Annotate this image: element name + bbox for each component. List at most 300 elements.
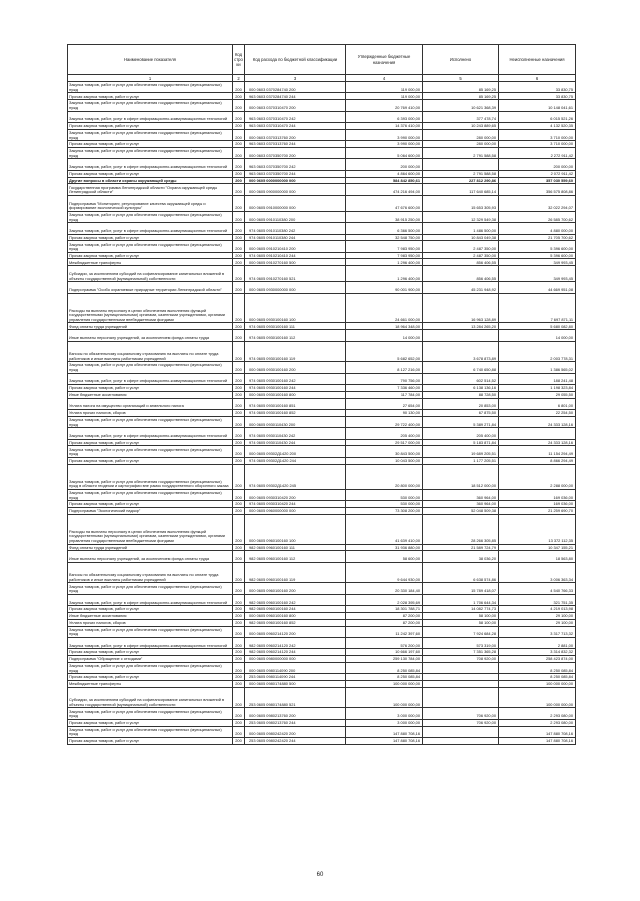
- row-unexecuted-cell: 10 347 155,21: [499, 544, 576, 551]
- row-unexecuted-cell: 5 396 600,00: [499, 241, 576, 252]
- row-approved-cell: 58 600,00: [346, 551, 423, 562]
- row-code-cell: 200: [233, 410, 245, 417]
- table-row: [68, 681, 576, 688]
- table-row: [68, 259, 576, 266]
- table-body: [68, 82, 576, 745]
- table-row: [68, 111, 576, 122]
- row-executed-cell: 280 000,00: [423, 141, 499, 148]
- row-classification-cell: 000 0603 0370350700 200: [245, 147, 346, 158]
- row-executed-cell: 6 740 650,88: [423, 362, 499, 373]
- row-executed-cell: 602 514,52: [423, 373, 499, 384]
- table-row: [68, 410, 576, 417]
- row-name-cell: Расходы на выплаты персоналу в целях обеспечения выполнения функций государственными (муниципальными) органами, казенными учреждениями, органами управления государственными внебюджетными фондами: [68, 514, 233, 544]
- row-code-cell: 200: [233, 341, 245, 362]
- row-classification-cell: 974 0605 0930100160 242: [245, 373, 346, 384]
- row-classification-cell: 982 0605 0960214120 244: [245, 649, 346, 656]
- row-unexecuted-cell: 3 006 363,34: [499, 562, 576, 583]
- table-row: [68, 656, 576, 663]
- row-unexecuted-cell: 188 241,48: [499, 373, 576, 384]
- row-approved-cell: 27 654,00: [346, 398, 423, 409]
- row-name-cell: Закупка товаров, работ и услуг для обеспечения государственных (муниципальных) нужд: [68, 129, 233, 140]
- row-unexecuted-cell: 3 314 832,32: [499, 649, 576, 656]
- table-row: [68, 391, 576, 398]
- row-approved-cell: 24 661 000,00: [346, 293, 423, 323]
- table-row: [68, 252, 576, 259]
- row-unexecuted-cell: 5 680 082,80: [499, 323, 576, 330]
- row-classification-cell: 974 0605 0930110430 242: [245, 428, 346, 439]
- row-executed-cell: 377 478,74: [423, 111, 499, 122]
- row-classification-cell: 963 0603 0370350700 244: [245, 170, 346, 177]
- row-approved-cell: 11 242 397,60: [346, 626, 423, 637]
- row-name-cell: Закупка товаров, работ, услуг в сфере информационно-коммуникационных технологий: [68, 223, 233, 234]
- row-classification-cell: 974 0605 0930100160 851: [245, 398, 346, 409]
- row-executed-cell: 856 406,55: [423, 266, 499, 282]
- row-approved-cell: 7 983 950,00: [346, 252, 423, 259]
- row-classification-cell: 000 0605 0960100160 200: [245, 583, 346, 594]
- row-unexecuted-cell: 321 751,35: [499, 594, 576, 605]
- table-row: [68, 341, 576, 362]
- row-classification-cell: 000 0605 0930110430 200: [245, 416, 346, 427]
- page-number: 60: [316, 872, 324, 878]
- row-approved-cell: 18 964 348,00: [346, 323, 423, 330]
- row-unexecuted-cell: 1 386 565,02: [499, 362, 576, 373]
- table-row: [68, 266, 576, 282]
- row-approved-cell: 584 842 850,61: [346, 177, 423, 184]
- row-name-cell: Закупка товаров, работ, услуг в сфере информационно-коммуникационных технологий: [68, 637, 233, 648]
- row-approved-cell: 147 880 708,16: [346, 726, 423, 737]
- table-row: [68, 606, 576, 613]
- row-classification-cell: 000 0605 0980242420 200: [245, 726, 346, 737]
- row-name-cell: Иные выплаты персоналу учреждений, за исключением фонда оплаты труда: [68, 330, 233, 341]
- table-row: [68, 416, 576, 427]
- header-executed: Исполнено: [423, 45, 499, 75]
- row-code-cell: 200: [233, 141, 245, 148]
- table-row: [68, 82, 576, 93]
- row-approved-cell: 47 676 600,00: [346, 195, 423, 211]
- row-executed-cell: [423, 159, 499, 170]
- row-approved-cell: 7 983 950,00: [346, 241, 423, 252]
- table-row: [68, 674, 576, 681]
- row-classification-cell: 000 0605 0930000000 000: [245, 282, 346, 293]
- table-row: [68, 612, 576, 619]
- row-classification-cell: 000 0605 0980114090 200: [245, 662, 346, 673]
- table-row: [68, 323, 576, 330]
- row-executed-cell: 2 487 350,00: [423, 252, 499, 259]
- row-classification-cell: 000 0605 0910000000 000: [245, 195, 346, 211]
- row-classification-cell: 982 0605 0960214120 242: [245, 637, 346, 648]
- table-row: [68, 446, 576, 457]
- row-executed-cell: 280 000,00: [423, 129, 499, 140]
- row-classification-cell: 000 0603 0370284740 200: [245, 82, 346, 93]
- row-name-cell: Межбюджетные трансферты: [68, 681, 233, 688]
- table-row: [68, 439, 576, 446]
- table-row: [68, 428, 576, 439]
- row-executed-cell: 706 920,00: [423, 719, 499, 726]
- row-executed-cell: [423, 738, 499, 745]
- row-unexecuted-cell: 14 000,00: [499, 330, 576, 341]
- row-name-cell: Закупка товаров, работ и услуг для обеспечения государственных (муниципальных) нужд: [68, 100, 233, 111]
- row-approved-cell: 474 216 494,00: [346, 184, 423, 195]
- column-number: 2: [233, 75, 245, 82]
- row-executed-cell: 15 653 305,93: [423, 195, 499, 211]
- row-classification-cell: 974 0605 0930100160 111: [245, 323, 346, 330]
- row-executed-cell: 117 640 685,14: [423, 184, 499, 195]
- row-code-cell: 200: [233, 122, 245, 129]
- row-classification-cell: 000 0605 0930310420 200: [245, 489, 346, 500]
- row-approved-cell: 576 200,00: [346, 637, 423, 648]
- row-code-cell: 200: [233, 82, 245, 93]
- row-approved-cell: 32 548 750,00: [346, 234, 423, 241]
- row-unexecuted-cell: 169 036,00: [499, 489, 576, 500]
- row-code-cell: 200: [233, 282, 245, 293]
- row-approved-cell: 790 756,00: [346, 373, 423, 384]
- row-approved-cell: 205 400,00: [346, 428, 423, 439]
- row-code-cell: 200: [233, 362, 245, 373]
- row-code-cell: 200: [233, 626, 245, 637]
- row-name-cell: Прочая закупка товаров, работ и услуг: [68, 234, 233, 241]
- row-approved-cell: 20 800 000,00: [346, 464, 423, 489]
- row-classification-cell: 974 0605 0930100160 852: [245, 410, 346, 417]
- row-name-cell: Закупка товаров, работ и услуг для обеспечения государственных (муниципальных) нужд: [68, 708, 233, 719]
- row-executed-cell: 88 728,50: [423, 391, 499, 398]
- row-code-cell: 200: [233, 606, 245, 613]
- row-code-cell: 200: [233, 726, 245, 737]
- row-classification-cell: 974 0605 0910110380 244: [245, 234, 346, 241]
- row-code-cell: 200: [233, 674, 245, 681]
- row-approved-cell: 87 200,00: [346, 612, 423, 619]
- row-unexecuted-cell: 24 333 128,16: [499, 439, 576, 446]
- row-executed-cell: 706 920,00: [423, 708, 499, 719]
- row-code-cell: 200: [233, 687, 245, 708]
- row-executed-cell: 10 243 889,65: [423, 122, 499, 129]
- row-name-cell: Прочая закупка товаров, работ и услуг: [68, 738, 233, 745]
- row-name-cell: Закупка товаров, работ и услуг для обеспечения государственных (муниципальных) нужд: [68, 662, 233, 673]
- row-unexecuted-cell: 8 250 085,84: [499, 662, 576, 673]
- row-unexecuted-cell: 1 198 323,84: [499, 385, 576, 392]
- column-number: 5: [423, 75, 499, 82]
- table-row: [68, 662, 576, 673]
- row-classification-cell: 253 0605 0980114090 244: [245, 674, 346, 681]
- row-executed-cell: 5 389 271,84: [423, 416, 499, 427]
- row-name-cell: Расходы на выплаты персоналу в целях обеспечения выполнения функций государственными (муниципальными) органами, казенными учреждениями, органами управления государственными внебюджетными фондами: [68, 293, 233, 323]
- row-executed-cell: 2 487 350,00: [423, 241, 499, 252]
- table-row: [68, 195, 576, 211]
- table-row: [68, 211, 576, 222]
- row-approved-cell: 6 366 500,00: [346, 223, 423, 234]
- row-classification-cell: 963 0603 0370313760 244: [245, 141, 346, 148]
- row-approved-cell: 3 000 000,00: [346, 708, 423, 719]
- table-row: [68, 147, 576, 158]
- row-executed-cell: 205 400,00: [423, 428, 499, 439]
- row-approved-cell: 6 393 000,00: [346, 111, 423, 122]
- row-approved-cell: 147 880 708,16: [346, 738, 423, 745]
- row-executed-cell: [423, 674, 499, 681]
- row-code-cell: 200: [233, 234, 245, 241]
- table-header-row: [68, 45, 576, 75]
- row-executed-cell: 12 329 549,38: [423, 211, 499, 222]
- row-name-cell: Закупка товаров, работ и услуг для обеспечения государственных (муниципальных) нужд: [68, 147, 233, 158]
- row-name-cell: Субсидии, за исключением субсидий на софинансирование капитальных вложений в объекты государственной (муниципальной) собственности: [68, 687, 233, 708]
- row-executed-cell: 16 963 128,89: [423, 293, 499, 323]
- row-name-cell: Прочая закупка товаров, работ и услуг: [68, 385, 233, 392]
- table-row: [68, 398, 576, 409]
- row-unexecuted-cell: 2 293 080,00: [499, 708, 576, 719]
- table-row: [68, 141, 576, 148]
- row-classification-cell: 000 0605 0980213760 200: [245, 708, 346, 719]
- row-approved-cell: 14 376 410,00: [346, 122, 423, 129]
- row-name-cell: Иные бюджетные ассигнования: [68, 612, 233, 619]
- row-approved-cell: 3 000 000,00: [346, 719, 423, 726]
- row-unexecuted-cell: 29 055,50: [499, 391, 576, 398]
- table-row: [68, 626, 576, 637]
- row-classification-cell: 982 0605 0960100160 119: [245, 562, 346, 583]
- row-unexecuted-cell: 13 372 112,35: [499, 514, 576, 544]
- row-executed-cell: 1 486 500,00: [423, 223, 499, 234]
- row-code-cell: 200: [233, 446, 245, 457]
- row-code-cell: 200: [233, 464, 245, 489]
- row-name-cell: Закупка товаров, работ и услуг для обеспечения государственных (муниципальных) нужд: [68, 626, 233, 637]
- row-code-cell: 200: [233, 211, 245, 222]
- row-name-cell: Прочая закупка товаров, работ и услуг: [68, 252, 233, 259]
- row-unexecuted-cell: 200 000,00: [499, 159, 576, 170]
- column-number: 3: [245, 75, 346, 82]
- row-approved-cell: 18 301 788,71: [346, 606, 423, 613]
- row-name-cell: Закупка товаров, работ и услуг для обеспечения государственных (муниципальных) нужд: [68, 362, 233, 373]
- row-name-cell: Закупка товаров, работ и услуг для обеспечения государственных (муниципальных) нужд: [68, 416, 233, 427]
- row-name-cell: Подпрограмма "Экологический надзор": [68, 507, 233, 514]
- row-code-cell: 200: [233, 159, 245, 170]
- row-code-cell: 200: [233, 594, 245, 605]
- row-unexecuted-cell: 2 003 778,31: [499, 341, 576, 362]
- row-unexecuted-cell: 3 317 713,32: [499, 626, 576, 637]
- row-code-cell: 200: [233, 252, 245, 259]
- row-unexecuted-cell: 100 000 000,00: [499, 687, 576, 708]
- row-executed-cell: [423, 687, 499, 708]
- row-executed-cell: 14 082 774,73: [423, 606, 499, 613]
- row-name-cell: Закупка товаров, работ и услуг для обеспечения государственных (муниципальных) нужд: [68, 726, 233, 737]
- row-unexecuted-cell: 8 250 085,84: [499, 674, 576, 681]
- table-row: [68, 719, 576, 726]
- row-classification-cell: 000 0605 0930100160 200: [245, 362, 346, 373]
- row-unexecuted-cell: 2 272 911,42: [499, 147, 576, 158]
- column-number: 6: [499, 75, 576, 82]
- row-executed-cell: 58 100,00: [423, 619, 499, 626]
- row-code-cell: 200: [233, 385, 245, 392]
- row-classification-cell: 000 0605 0930100160 800: [245, 391, 346, 398]
- row-executed-cell: 13 284 265,20: [423, 323, 499, 330]
- row-unexecuted-cell: 2 288 000,00: [499, 464, 576, 489]
- row-unexecuted-cell: 33 830,75: [499, 93, 576, 100]
- table-row: [68, 330, 576, 341]
- row-classification-cell: 253 0605 0980242420 244: [245, 738, 346, 745]
- row-classification-cell: 000 0603 0370310470 200: [245, 100, 346, 111]
- row-classification-cell: 000 0605 0960000000 000: [245, 507, 346, 514]
- row-name-cell: Прочая закупка товаров, работ и услуг: [68, 170, 233, 177]
- table-row: [68, 687, 576, 708]
- row-code-cell: 200: [233, 619, 245, 626]
- row-unexecuted-cell: 22 254,50: [499, 410, 576, 417]
- row-name-cell: Прочая закупка товаров, работ и услуг: [68, 141, 233, 148]
- row-executed-cell: 20 853,00: [423, 398, 499, 409]
- row-executed-cell: 1 706 644,34: [423, 594, 499, 605]
- row-unexecuted-cell: 5 396 600,00: [499, 252, 576, 259]
- row-classification-cell: 974 0605 0930100160 112: [245, 330, 346, 341]
- row-executed-cell: 85 169,25: [423, 93, 499, 100]
- row-code-cell: 200: [233, 662, 245, 673]
- row-classification-cell: 982 0605 0960100160 111: [245, 544, 346, 551]
- row-executed-cell: 6 138 136,16: [423, 385, 499, 392]
- row-approved-cell: 5 064 600,00: [346, 147, 423, 158]
- table-row: [68, 100, 576, 111]
- table-row: [68, 489, 576, 500]
- row-classification-cell: 000 0605 0960100160 800: [245, 612, 346, 619]
- row-code-cell: 200: [233, 184, 245, 195]
- column-number: 1: [68, 75, 233, 82]
- row-name-cell: Закупка товаров, работ, услуг в сфере информационно-коммуникационных технологий: [68, 111, 233, 122]
- row-name-cell: Закупка товаров, работ, услуг в сфере информационно-коммуникационных технологий: [68, 594, 233, 605]
- row-unexecuted-cell: 349 993,45: [499, 266, 576, 282]
- row-classification-cell: 963 0603 0370284740 244: [245, 93, 346, 100]
- row-executed-cell: 10 843 049,38: [423, 234, 499, 241]
- row-name-cell: Другие вопросы в области охраны окружающей среды: [68, 177, 233, 184]
- row-code-cell: 200: [233, 398, 245, 409]
- row-classification-cell: 000 0603 0370313760 200: [245, 129, 346, 140]
- row-classification-cell: 974 0605 0910210410 244: [245, 252, 346, 259]
- row-approved-cell: 2 028 395,69: [346, 594, 423, 605]
- row-unexecuted-cell: 32 022 294,07: [499, 195, 576, 211]
- table-row: [68, 129, 576, 140]
- row-approved-cell: 119 000,00: [346, 82, 423, 93]
- row-name-cell: Иные бюджетные ассигнования: [68, 391, 233, 398]
- row-unexecuted-cell: 21 705 700,62: [499, 234, 576, 241]
- row-executed-cell: 3 678 873,89: [423, 341, 499, 362]
- row-classification-cell: 253 0605 0980213760 244: [245, 719, 346, 726]
- row-approved-cell: 30 843 500,00: [346, 446, 423, 457]
- row-approved-cell: 10 666 197,60: [346, 649, 423, 656]
- row-executed-cell: 10 621 368,39: [423, 100, 499, 111]
- row-code-cell: 200: [233, 562, 245, 583]
- row-code-cell: 200: [233, 583, 245, 594]
- row-approved-cell: 8 250 085,84: [346, 674, 423, 681]
- row-classification-cell: 982 0605 0960100160 244: [245, 606, 346, 613]
- row-name-cell: Субсидии, за исключением субсидий на софинансирование капитальных вложений в объекты государственной (муниципальной) собственности: [68, 266, 233, 282]
- row-code-cell: 200: [233, 223, 245, 234]
- row-code-cell: 200: [233, 241, 245, 252]
- row-code-cell: 200: [233, 93, 245, 100]
- row-executed-cell: 21 589 724,79: [423, 544, 499, 551]
- row-unexecuted-cell: 29 100,00: [499, 619, 576, 626]
- row-classification-cell: 000 0605 0910270160 500: [245, 259, 346, 266]
- row-approved-cell: 87 200,00: [346, 619, 423, 626]
- row-name-cell: Прочая закупка товаров, работ и услуг: [68, 719, 233, 726]
- row-executed-cell: 2 791 588,58: [423, 170, 499, 177]
- row-classification-cell: 974 0605 0930100160 244: [245, 385, 346, 392]
- row-approved-cell: 73 308 200,00: [346, 507, 423, 514]
- row-executed-cell: 5 183 871,84: [423, 439, 499, 446]
- table-row: [68, 637, 576, 648]
- row-executed-cell: 58 100,00: [423, 612, 499, 619]
- row-executed-cell: [423, 330, 499, 341]
- table-row: [68, 738, 576, 745]
- row-approved-cell: 41 639 410,00: [346, 514, 423, 544]
- row-name-cell: Прочая закупка товаров, работ и услуг: [68, 606, 233, 613]
- row-code-cell: 200: [233, 177, 245, 184]
- row-classification-cell: 000 0605 0900000000 000: [245, 184, 346, 195]
- row-code-cell: 200: [233, 612, 245, 619]
- row-approved-cell: 38 915 250,00: [346, 211, 423, 222]
- table-row: [68, 373, 576, 384]
- table-row: [68, 726, 576, 737]
- row-name-cell: Закупка товаров, работ и услуг для обеспечения государственных (муниципальных) нужд: [68, 489, 233, 500]
- row-name-cell: Закупка товаров, работ и услуг для обеспечения государственных (муниципальных) нужд в области геодезии и картографии вне рамок государственного оборонного заказа: [68, 464, 233, 489]
- row-approved-cell: 200 000,00: [346, 159, 423, 170]
- row-executed-cell: 28 266 305,85: [423, 514, 499, 544]
- row-classification-cell: 963 0603 0370350700 242: [245, 159, 346, 170]
- row-unexecuted-cell: 3 710 000,00: [499, 129, 576, 140]
- row-approved-cell: 90 130,00: [346, 410, 423, 417]
- row-code-cell: 200: [233, 457, 245, 464]
- row-code-cell: 200: [233, 738, 245, 745]
- table-row: [68, 234, 576, 241]
- row-unexecuted-cell: 100 000 000,00: [499, 681, 576, 688]
- row-classification-cell: 982 0605 0960100160 242: [245, 594, 346, 605]
- row-executed-cell: 18 512 000,00: [423, 464, 499, 489]
- row-classification-cell: 000 0605 0980174880 500: [245, 681, 346, 688]
- row-executed-cell: 38 036,20: [423, 551, 499, 562]
- row-unexecuted-cell: 147 880 708,16: [499, 738, 576, 745]
- row-classification-cell: 974 0605 0910270160 521: [245, 266, 346, 282]
- row-code-cell: 200: [233, 170, 245, 177]
- row-name-cell: Подпрограмма "Обращение с отходами": [68, 656, 233, 663]
- row-code-cell: 200: [233, 373, 245, 384]
- header-classification: Код расхода по бюджетной классификации: [245, 45, 346, 75]
- row-classification-cell: 963 0603 0370310470 242: [245, 111, 346, 122]
- row-name-cell: Уплата прочих налогов, сборов: [68, 410, 233, 417]
- row-executed-cell: 7 351 365,28: [423, 649, 499, 656]
- table-row: [68, 583, 576, 594]
- row-name-cell: Уплата прочих налогов, сборов: [68, 619, 233, 626]
- row-code-cell: 200: [233, 259, 245, 266]
- row-code-cell: 200: [233, 551, 245, 562]
- row-code-cell: 200: [233, 416, 245, 427]
- row-executed-cell: 6 638 574,86: [423, 562, 499, 583]
- row-classification-cell: 000 0605 09302Д1420 200: [245, 446, 346, 457]
- table-row: [68, 619, 576, 626]
- row-approved-cell: 4 864 600,00: [346, 170, 423, 177]
- row-name-cell: Взносы по обязательному социальному страхованию на выплаты по оплате труда работников и иные выплаты работникам учреждений: [68, 562, 233, 583]
- row-name-cell: Прочая закупка товаров, работ и услуг: [68, 501, 233, 508]
- row-name-cell: Прочая закупка товаров, работ и услуг: [68, 457, 233, 464]
- row-classification-cell: 000 0605 0910110380 200: [245, 211, 346, 222]
- row-unexecuted-cell: 29 100,00: [499, 612, 576, 619]
- row-name-cell: Закупка товаров, работ и услуг для обеспечения государственных (муниципальных) нужд: [68, 211, 233, 222]
- row-executed-cell: 2 791 588,58: [423, 147, 499, 158]
- row-approved-cell: 100 000 000,00: [346, 681, 423, 688]
- row-classification-cell: 000 0605 0000000000 000: [245, 177, 346, 184]
- row-name-cell: Прочая закупка товаров, работ и услуг: [68, 649, 233, 656]
- table-row: [68, 177, 576, 184]
- row-name-cell: Взносы по обязательному социальному страхованию на выплаты по оплате труда работников и иные выплаты работникам учреждений: [68, 341, 233, 362]
- row-unexecuted-cell: 11 154 294,49: [499, 446, 576, 457]
- row-approved-cell: 5 682 652,00: [346, 341, 423, 362]
- table-row: [68, 594, 576, 605]
- row-unexecuted-cell: 26 585 700,62: [499, 211, 576, 222]
- row-name-cell: Подпрограмма "Мониторинг, регулирование качества окружающей среды и формирование экологической культуры": [68, 195, 233, 211]
- row-code-cell: 200: [233, 708, 245, 719]
- row-executed-cell: [423, 681, 499, 688]
- row-name-cell: Закупка товаров, работ и услуг для обеспечения государственных (муниципальных) нужд: [68, 241, 233, 252]
- row-unexecuted-cell: 7 697 871,11: [499, 293, 576, 323]
